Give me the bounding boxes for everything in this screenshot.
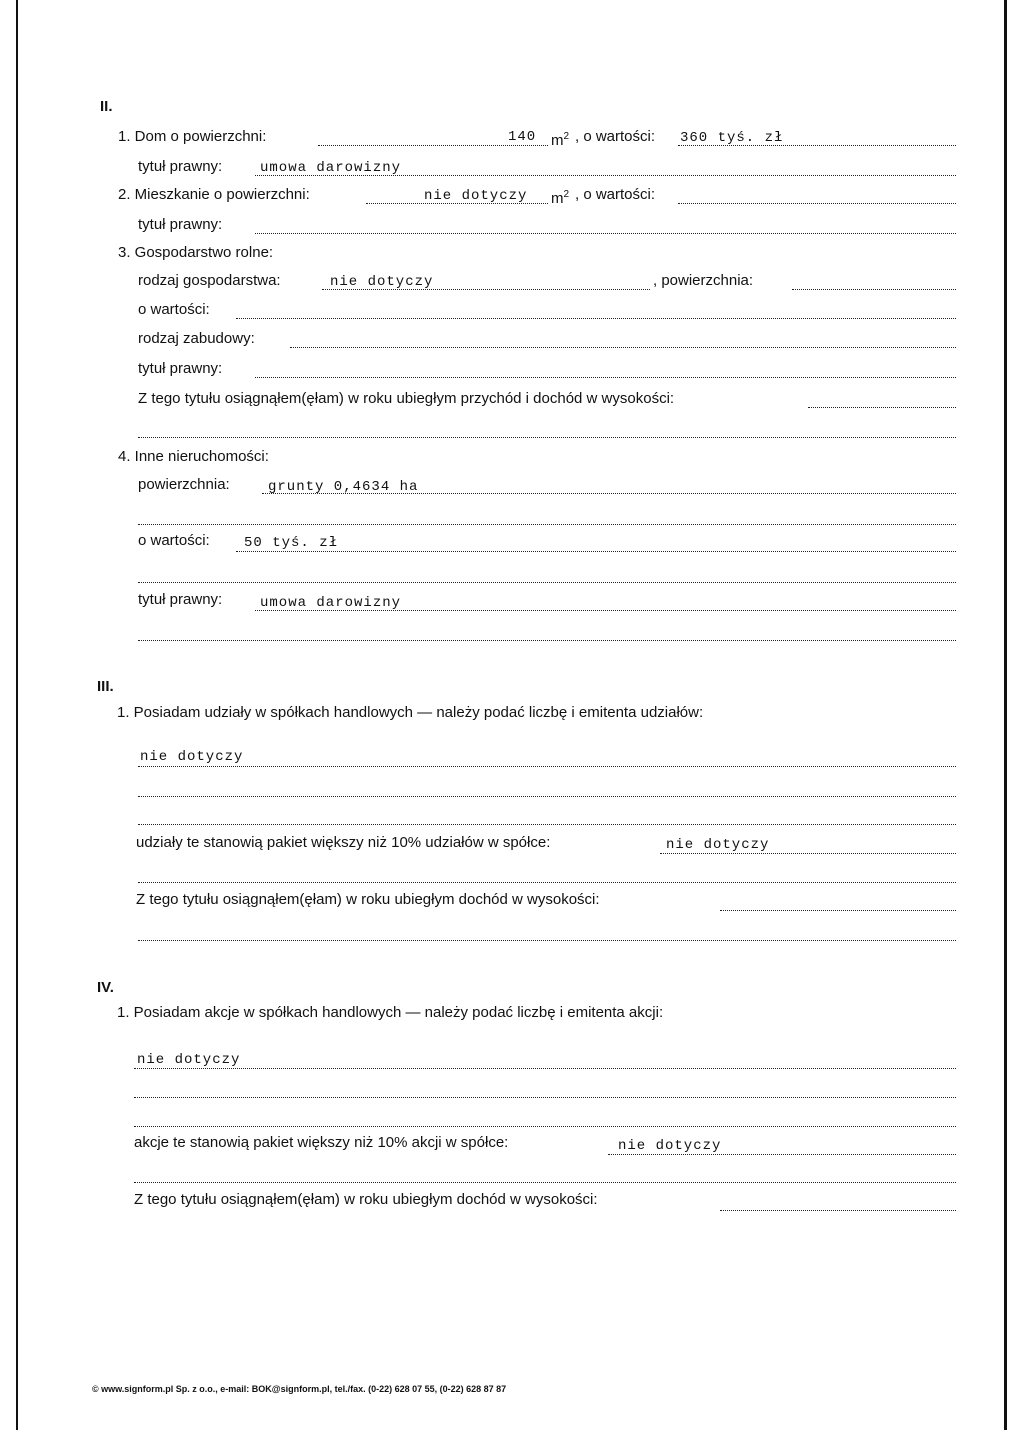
- scan-edge-left: [16, 0, 18, 1430]
- farm-income-label: Z tego tytułu osiągnąłem(ęłam) w roku ubiegłym przychód i dochód w wysokości:: [138, 390, 675, 407]
- farm-income-line: [808, 407, 956, 408]
- shares-value: nie dotyczy: [140, 749, 244, 765]
- shares-line-3: [138, 824, 956, 825]
- stocks-income-label: Z tego tytułu osiągnąłem(ęłam) w roku ubiegłym dochód w wysokości:: [134, 1191, 598, 1208]
- stocks-label: 1. Posiadam akcje w spółkach handlowych — należy podać liczbę i emitenta akcji:: [117, 1004, 664, 1021]
- other-title-line-2: [138, 640, 956, 641]
- stocks-packet-label: akcje te stanowią pakiet większy niż 10% akcji w spółce:: [134, 1134, 509, 1151]
- farm-area-label: , powierzchnia:: [653, 272, 754, 289]
- other-area-label: powierzchnia:: [138, 476, 230, 493]
- footer-copyright: © www.signform.pl Sp. z o.o., e-mail: BOK@signform.pl, tel./fax. (0-22) 628 07 55, (0-22) 628 87 87: [92, 1384, 507, 1394]
- house-area-value: 140: [508, 129, 537, 145]
- house-title-value: umowa darowizny: [260, 160, 402, 176]
- stocks-line-3: [134, 1126, 956, 1127]
- farm-type-label: rodzaj gospodarstwa:: [138, 272, 281, 289]
- other-title-label: tytuł prawny:: [138, 591, 223, 608]
- farm-building-line: [290, 347, 956, 348]
- scan-edge-right: [1004, 0, 1007, 1430]
- farm-label: 3. Gospodarstwo rolne:: [118, 244, 274, 261]
- farm-value-line: [236, 318, 956, 319]
- stocks-packet-line: [608, 1154, 956, 1155]
- house-area-label: 1. Dom o powierzchni:: [118, 128, 267, 145]
- other-area-line-2: [138, 524, 956, 525]
- other-value: 50 tyś. zł: [244, 535, 339, 551]
- other-value-label: o wartości:: [138, 532, 210, 549]
- flat-value-label: , o wartości:: [575, 186, 656, 203]
- house-value-label: , o wartości:: [575, 128, 656, 145]
- other-property-label: 4. Inne nieruchomości:: [118, 448, 269, 465]
- flat-area-value: nie dotyczy: [424, 188, 528, 204]
- shares-packet-label: udziały te stanowią pakiet większy niż 10% udziałów w spółce:: [136, 834, 551, 851]
- farm-value-label: o wartości:: [138, 301, 210, 318]
- flat-title-line: [255, 233, 956, 234]
- stocks-packet-value: nie dotyczy: [618, 1138, 722, 1154]
- other-value-line: [236, 551, 956, 552]
- flat-area-unit: $m^2$: [551, 189, 570, 207]
- farm-building-label: rodzaj zabudowy:: [138, 330, 255, 347]
- other-value-line-2: [138, 582, 956, 583]
- shares-line-1: [138, 766, 956, 767]
- stocks-value: nie dotyczy: [137, 1052, 241, 1068]
- other-title-value: umowa darowizny: [260, 595, 402, 611]
- house-value: 360 tyś. zł: [680, 130, 784, 146]
- farm-title-line: [255, 377, 956, 378]
- house-area-unit: $m^2$: [551, 131, 570, 149]
- shares-packet-line: [660, 853, 956, 854]
- section-iii-heading: III.: [97, 678, 114, 695]
- farm-area-line: [792, 289, 956, 290]
- farm-title-label: tytuł prawny:: [138, 360, 223, 377]
- shares-income-label: Z tego tytułu osiągnąłem(ęłam) w roku ubiegłym dochód w wysokości:: [136, 891, 600, 908]
- shares-label: 1. Posiadam udziały w spółkach handlowych — należy podać liczbę i emitenta udziałów:: [117, 704, 704, 721]
- section-iv-heading: IV.: [97, 979, 114, 996]
- section-ii-heading: II.: [100, 98, 113, 115]
- shares-income-line: [720, 910, 956, 911]
- shares-packet-line-2: [138, 882, 956, 883]
- stocks-line-1: [134, 1068, 956, 1069]
- shares-packet-value: nie dotyczy: [666, 837, 770, 853]
- shares-line-2: [138, 796, 956, 797]
- shares-income-line-2: [138, 940, 956, 941]
- stocks-income-line: [720, 1210, 956, 1211]
- house-area-line: [318, 145, 548, 146]
- other-area-value: grunty 0,4634 ha: [268, 479, 419, 495]
- farm-income-line-2: [138, 437, 956, 438]
- house-title-label: tytuł prawny:: [138, 158, 223, 175]
- farm-type-value: nie dotyczy: [330, 274, 434, 290]
- stocks-packet-line-2: [134, 1182, 956, 1183]
- stocks-line-2: [134, 1097, 956, 1098]
- flat-area-label: 2. Mieszkanie o powierzchni:: [118, 186, 310, 203]
- flat-value-line: [678, 203, 956, 204]
- flat-title-label: tytuł prawny:: [138, 216, 223, 233]
